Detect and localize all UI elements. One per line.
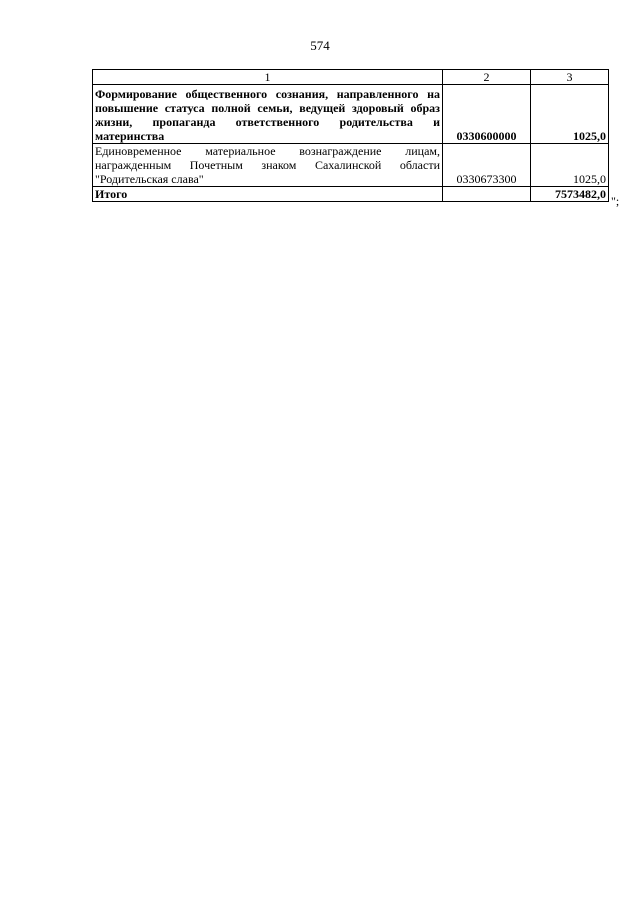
row-code: 0330673300 <box>443 144 531 187</box>
row-description: Формирование общественного сознания, направленного на повышение статуса полной семьи, ведущей здоровый образ жизни, пропаганда ответственного родительства и материнства <box>93 85 443 144</box>
table-row <box>93 85 609 144</box>
row-code: 0330600000 <box>443 85 531 144</box>
column-header-2: 2 <box>443 70 531 85</box>
column-header-1: 1 <box>93 70 443 85</box>
row-description: Единовременное материальное вознаграждение лицам, награжденным Почетным знаком Сахалинской области "Родительская слава" <box>93 144 443 187</box>
row-amount: 1025,0 <box>531 144 609 187</box>
total-amount: 7573482,0 <box>531 187 609 202</box>
closing-quote-mark: "; <box>611 194 620 208</box>
total-label: Итого <box>93 187 443 202</box>
row-amount: 1025,0 <box>531 85 609 144</box>
total-empty-cell <box>443 187 531 202</box>
table-row <box>93 144 609 187</box>
budget-table <box>92 69 609 202</box>
page-number: 574 <box>310 38 330 53</box>
total-row <box>93 187 609 202</box>
table-header-row <box>93 70 609 85</box>
column-header-3: 3 <box>531 70 609 85</box>
